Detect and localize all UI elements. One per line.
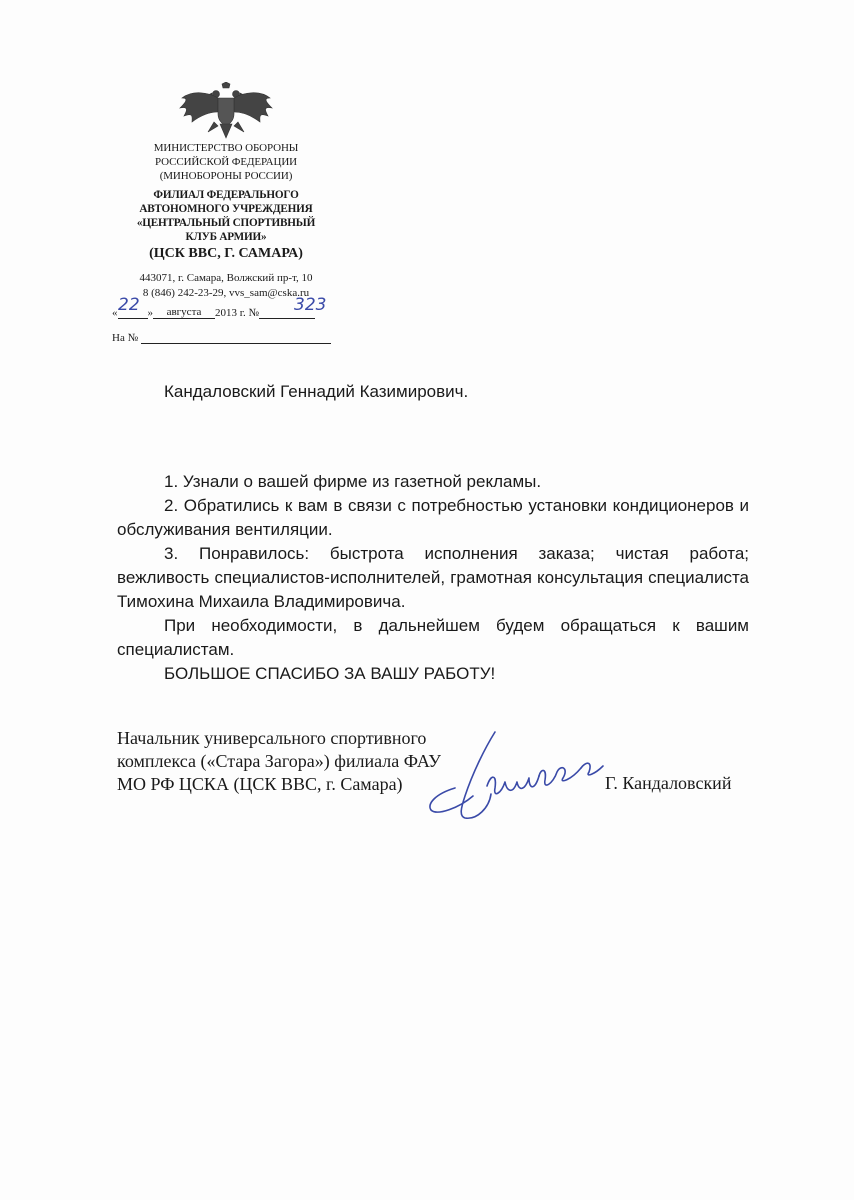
addressee: Кандаловский Геннадий Казимирович.	[164, 382, 469, 401]
handwritten-signature	[425, 728, 605, 838]
position-line-1: Начальник универсального спортивного	[117, 728, 427, 748]
branch-line-3: «ЦЕНТРАЛЬНЫЙ СПОРТИВНЫЙ	[136, 217, 316, 229]
paragraph-4: При необходимости, в дальнейшем будем обращаться к вашим специалистам.	[117, 616, 749, 659]
paragraph-1: 1. Узнали о вашей фирме из газетной рекламы.	[164, 472, 542, 491]
reference-blank	[141, 331, 331, 344]
handwritten-day: 22	[118, 295, 140, 315]
branch-line-1: ФИЛИАЛ ФЕДЕРАЛЬНОГО	[153, 189, 299, 201]
year-number-label: 2013 г. №	[215, 307, 260, 319]
reference-label: На №	[112, 332, 139, 344]
ministry-line-3: (МИНОБОРОНЫ РОССИИ)	[159, 170, 293, 182]
reference-row	[112, 331, 331, 344]
month-field: августа	[153, 306, 215, 319]
branch-line-4: КЛУБ АРМИИ»	[185, 231, 267, 243]
handwritten-number: 323	[294, 295, 327, 315]
paragraph-3: 3. Понравилось: быстрота исполнения заказа; чистая работа; вежливость специалистов-исполнителей, грамотная консультация специалиста Тимохина Михаила Владимировича.	[117, 544, 749, 611]
ministry-line-1: МИНИСТЕРСТВО ОБОРОНЫ	[153, 142, 299, 154]
phone-email: 8 (846) 242-23-29, vvs_sam@cska.ru	[142, 287, 310, 299]
date-open-quote: «	[112, 307, 118, 319]
signatory-name: Г. Кандаловский	[605, 773, 732, 793]
position-line-2: комплекса («Стара Загора») филиала ФАУ	[117, 751, 442, 771]
paragraph-2: 2. Обратились к вам в связи с потребностью установки кондиционеров и обслуживания вентиляции.	[117, 496, 749, 539]
address: 443071, г. Самара, Волжский пр-т, 10	[139, 272, 313, 284]
double-headed-eagle-emblem-icon	[178, 82, 274, 140]
date-close-quote: »	[147, 307, 153, 319]
ministry-line-2: РОССИЙСКОЙ ФЕДЕРАЦИИ	[154, 156, 298, 168]
thanks-line: БОЛЬШОЕ СПАСИБО ЗА ВАШУ РАБОТУ!	[164, 664, 496, 683]
date-row	[112, 306, 315, 319]
position-line-3: МО РФ ЦСКА (ЦСК ВВС, г. Самара)	[117, 774, 403, 794]
letter-body	[117, 470, 749, 686]
branch-line-2: АВТОНОМНОГО УЧРЕЖДЕНИЯ	[139, 203, 313, 215]
organization-short-name: (ЦСК ВВС, Г. САМАРА)	[149, 246, 303, 261]
signatory-position	[117, 727, 441, 796]
